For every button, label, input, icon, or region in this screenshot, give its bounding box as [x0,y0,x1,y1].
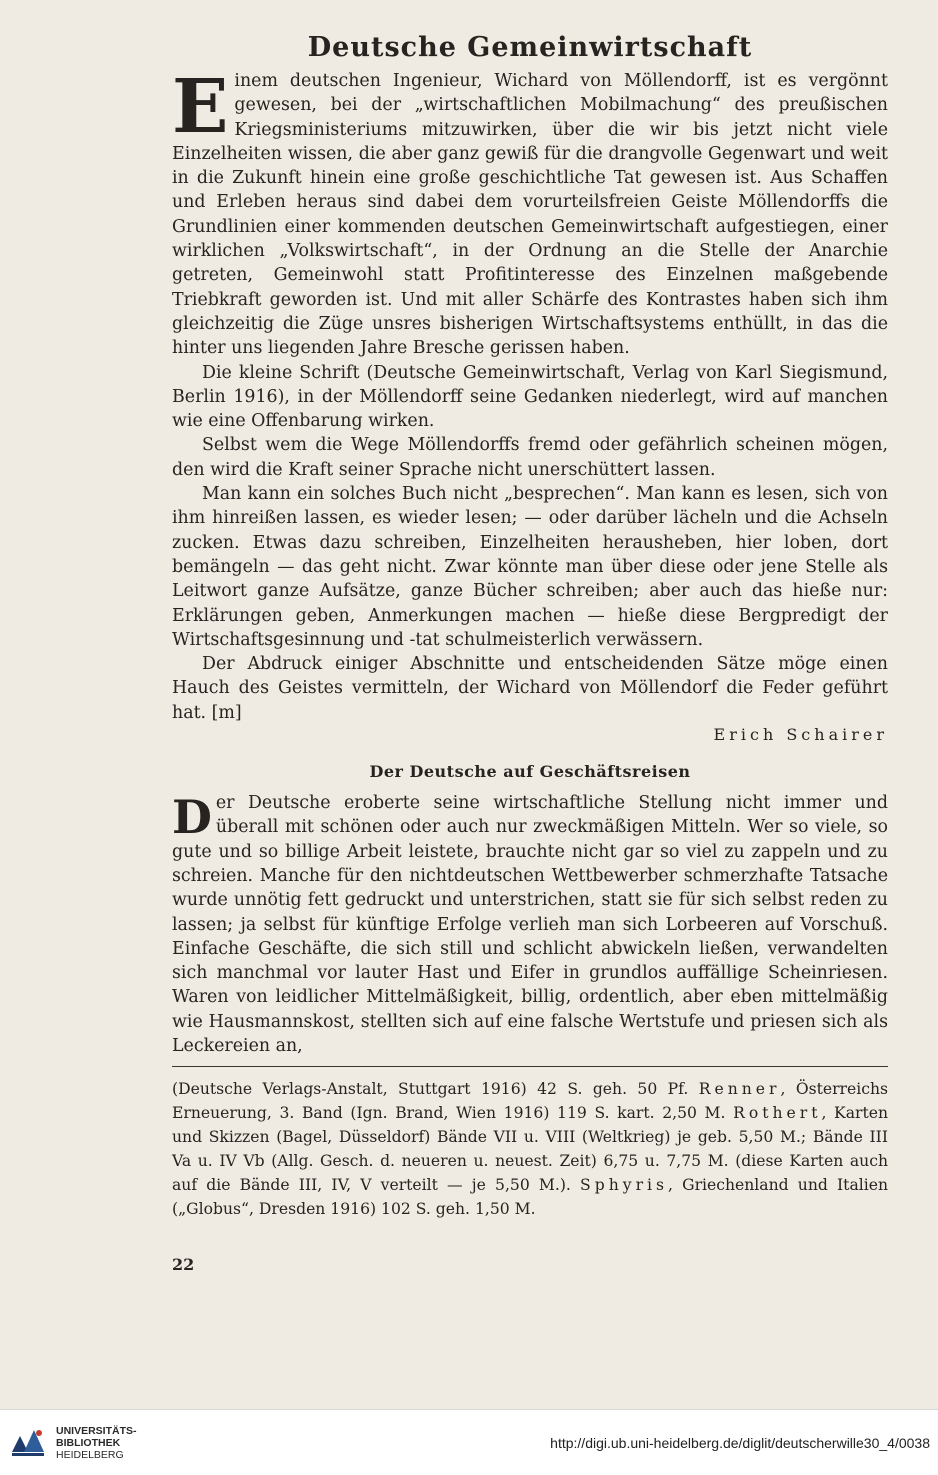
page-title: Deutsche Gemeinwirtschaft [307,32,753,63]
article1-paragraph-3: Selbst wem die Wege Möllendorffs fremd oder gefährlich scheinen mögen, den wird die Kraft seiner Sprache nicht unerschüttert lassen. [172,435,888,480]
footnote-part-4: , Griechenland und Italien („Globus“, Dresden 1916) 102 S. geh. 1,50 M. [172,1176,888,1219]
signature-line [172,725,888,744]
page-content [172,32,888,1274]
logo-line-3: HEIDELBERG [56,1448,124,1461]
article1-paragraph-2: Die kleine Schrift (Deutsche Gemeinwirtschaft, Verlag von Karl Siegismund, Berlin 1916), in der Möllendorff seine Gedanken niederlegt, wird auf manchen wie eine Offenbarung wirken. [172,362,888,432]
library-seal-icon [8,1422,50,1464]
footnote-part-2: , Österreichs Erneuerung, 3. Band (Ign. Brand, Wien 1916) 119 S. kart. 2,50 M. [172,1080,888,1123]
author-signature: Erich Schairer [713,725,888,745]
section-title: Der Deutsche auf Geschäftsreisen [369,762,691,782]
footnote-author-3: Sphyris [580,1176,669,1195]
article2-paragraph-1 [172,791,888,1058]
viewer-footer [0,1409,938,1475]
footnote-part-1: (Deutsche Verlags-Anstalt, Stuttgart 1916) 42 S. geh. 50 Pf. [172,1080,699,1099]
article1-paragraph-4: Man kann ein solches Buch nicht „besprechen“. Man kann es lesen, sich von ihm hinreißen lassen, es wieder lesen; — oder darüber lächeln und die Achseln zucken. Etwas dazu schreiben, Einzelheiten herausheben, hier loben, dort bemängeln — das geht nicht. Zwar könnte man über diese oder jene Stelle als Leitwort ganze Aufsätze, ganze Bücher schreiben; aber auch das hieße nur: Erklärungen geben, Anmerkungen machen — hieße diese Bergpredigt der Wirtschaftsgesinnung und -tat schulmeisterlich verwässern. [172,484,888,650]
dropcap-e: E [172,64,229,150]
footnote [172,1077,888,1221]
logo-line-1: UNIVERSITÄTS- [56,1424,137,1437]
library-logo[interactable] [8,1422,137,1464]
dropcap-d: D [172,790,212,845]
footnote-author-2: Rothert [733,1104,822,1123]
article1-paragraph-1 [172,64,888,361]
article1-paragraph-1-text: inem deutschen Ingenieur, Wichard von Möllendorff, ist es vergönnt gewesen, bei der „wirtschaftlichen Mobilmachung“ des preußischen Kriegsministeriums mitzuwirken, über die wir bis jetzt nicht viele Einzelheiten wissen, die aber ganz gewiß für die drangvolle Gegenwart und weit in die Zukunft hinein eine große geschichtliche Tat gewesen ist. Aus Schaffen und Erleben heraus sind dabei dem vorurteilsfreien Geiste Möllendorffs die Grundlinien einer kommenden deutschen Gemeinwirtschaft aufgestiegen, einer wirklichen „Volkswirtschaft“, in der Ordnung an die Stelle der Anarchie getreten, Gemeinwohl statt Profitinteresse des Einzelnen maßgebende Triebkraft geworden ist. Und mit aller Schärfe des Kontrastes haben sich ihm gleichzeitig die Züge unsres bisherigen Wirtschaftsystems enthüllt, in das die hinter uns liegenden Jahre Bresche gerissen haben. [172,71,888,359]
logo-line-2: BIBLIOTHEK [56,1436,121,1449]
footnote-divider [172,1066,888,1067]
page-number: 22 [172,1255,195,1275]
article2-paragraph-1-text: er Deutsche eroberte seine wirtschaftliche Stellung nicht immer und überall mit schönen oder auch nur zweckmäßigen Mitteln. Wer so viele, so gute und so billige Arbeit leistete, brauchte nicht gar so viel zu zappeln und zu schreien. Manche für den nichtdeutschen Wettbewerber schmerzhafte Tatsache wurde unnötig fett gedruckt und unterstrichen, statt sie für sich selbst reden zu lassen; ja selbst für künftige Erfolge verlieh man sich Lorbeeren auf Vorschuß. Einfache Geschäfte, die sich still und schlicht abwickeln ließen, verwandelten sich manchmal vor lauter Hast und Eifer in grundlos auffällige Scheinriesen. Waren von leidlicher Mittelmäßigkeit, billig, ordentlich, aber eben mittelmäßig wie Hausmannskost, stellten sich auf eine falsche Wertstufe und priesen sich als Leckereien an, [172,793,888,1056]
footnote-part-3: , Karten und Skizzen (Bagel, Düsseldorf) Bände VII u. VIII (Weltkrieg) je geb. 5,50 M.; Bände III Va u. IV Vb (Allg. Gesch. d. neueren u. neuest. Zeit) 6,75 u. 7,75 M. (diese Karten auch auf die Bände III, IV, V verteilt — je 5,50 M.). [172,1104,888,1195]
footnote-author-1: Renner [698,1080,781,1099]
article1-paragraph-5: Der Abdruck einiger Abschnitte und entscheidenden Sätze möge einen Hauch des Geistes vermitteln, der Wichard von Möllendorf die Feder geführt hat. [m] [172,654,888,723]
permalink-url[interactable]: http://digi.ub.uni-heidelberg.de/diglit/deutscherwille30_4/0038 [550,1434,930,1451]
